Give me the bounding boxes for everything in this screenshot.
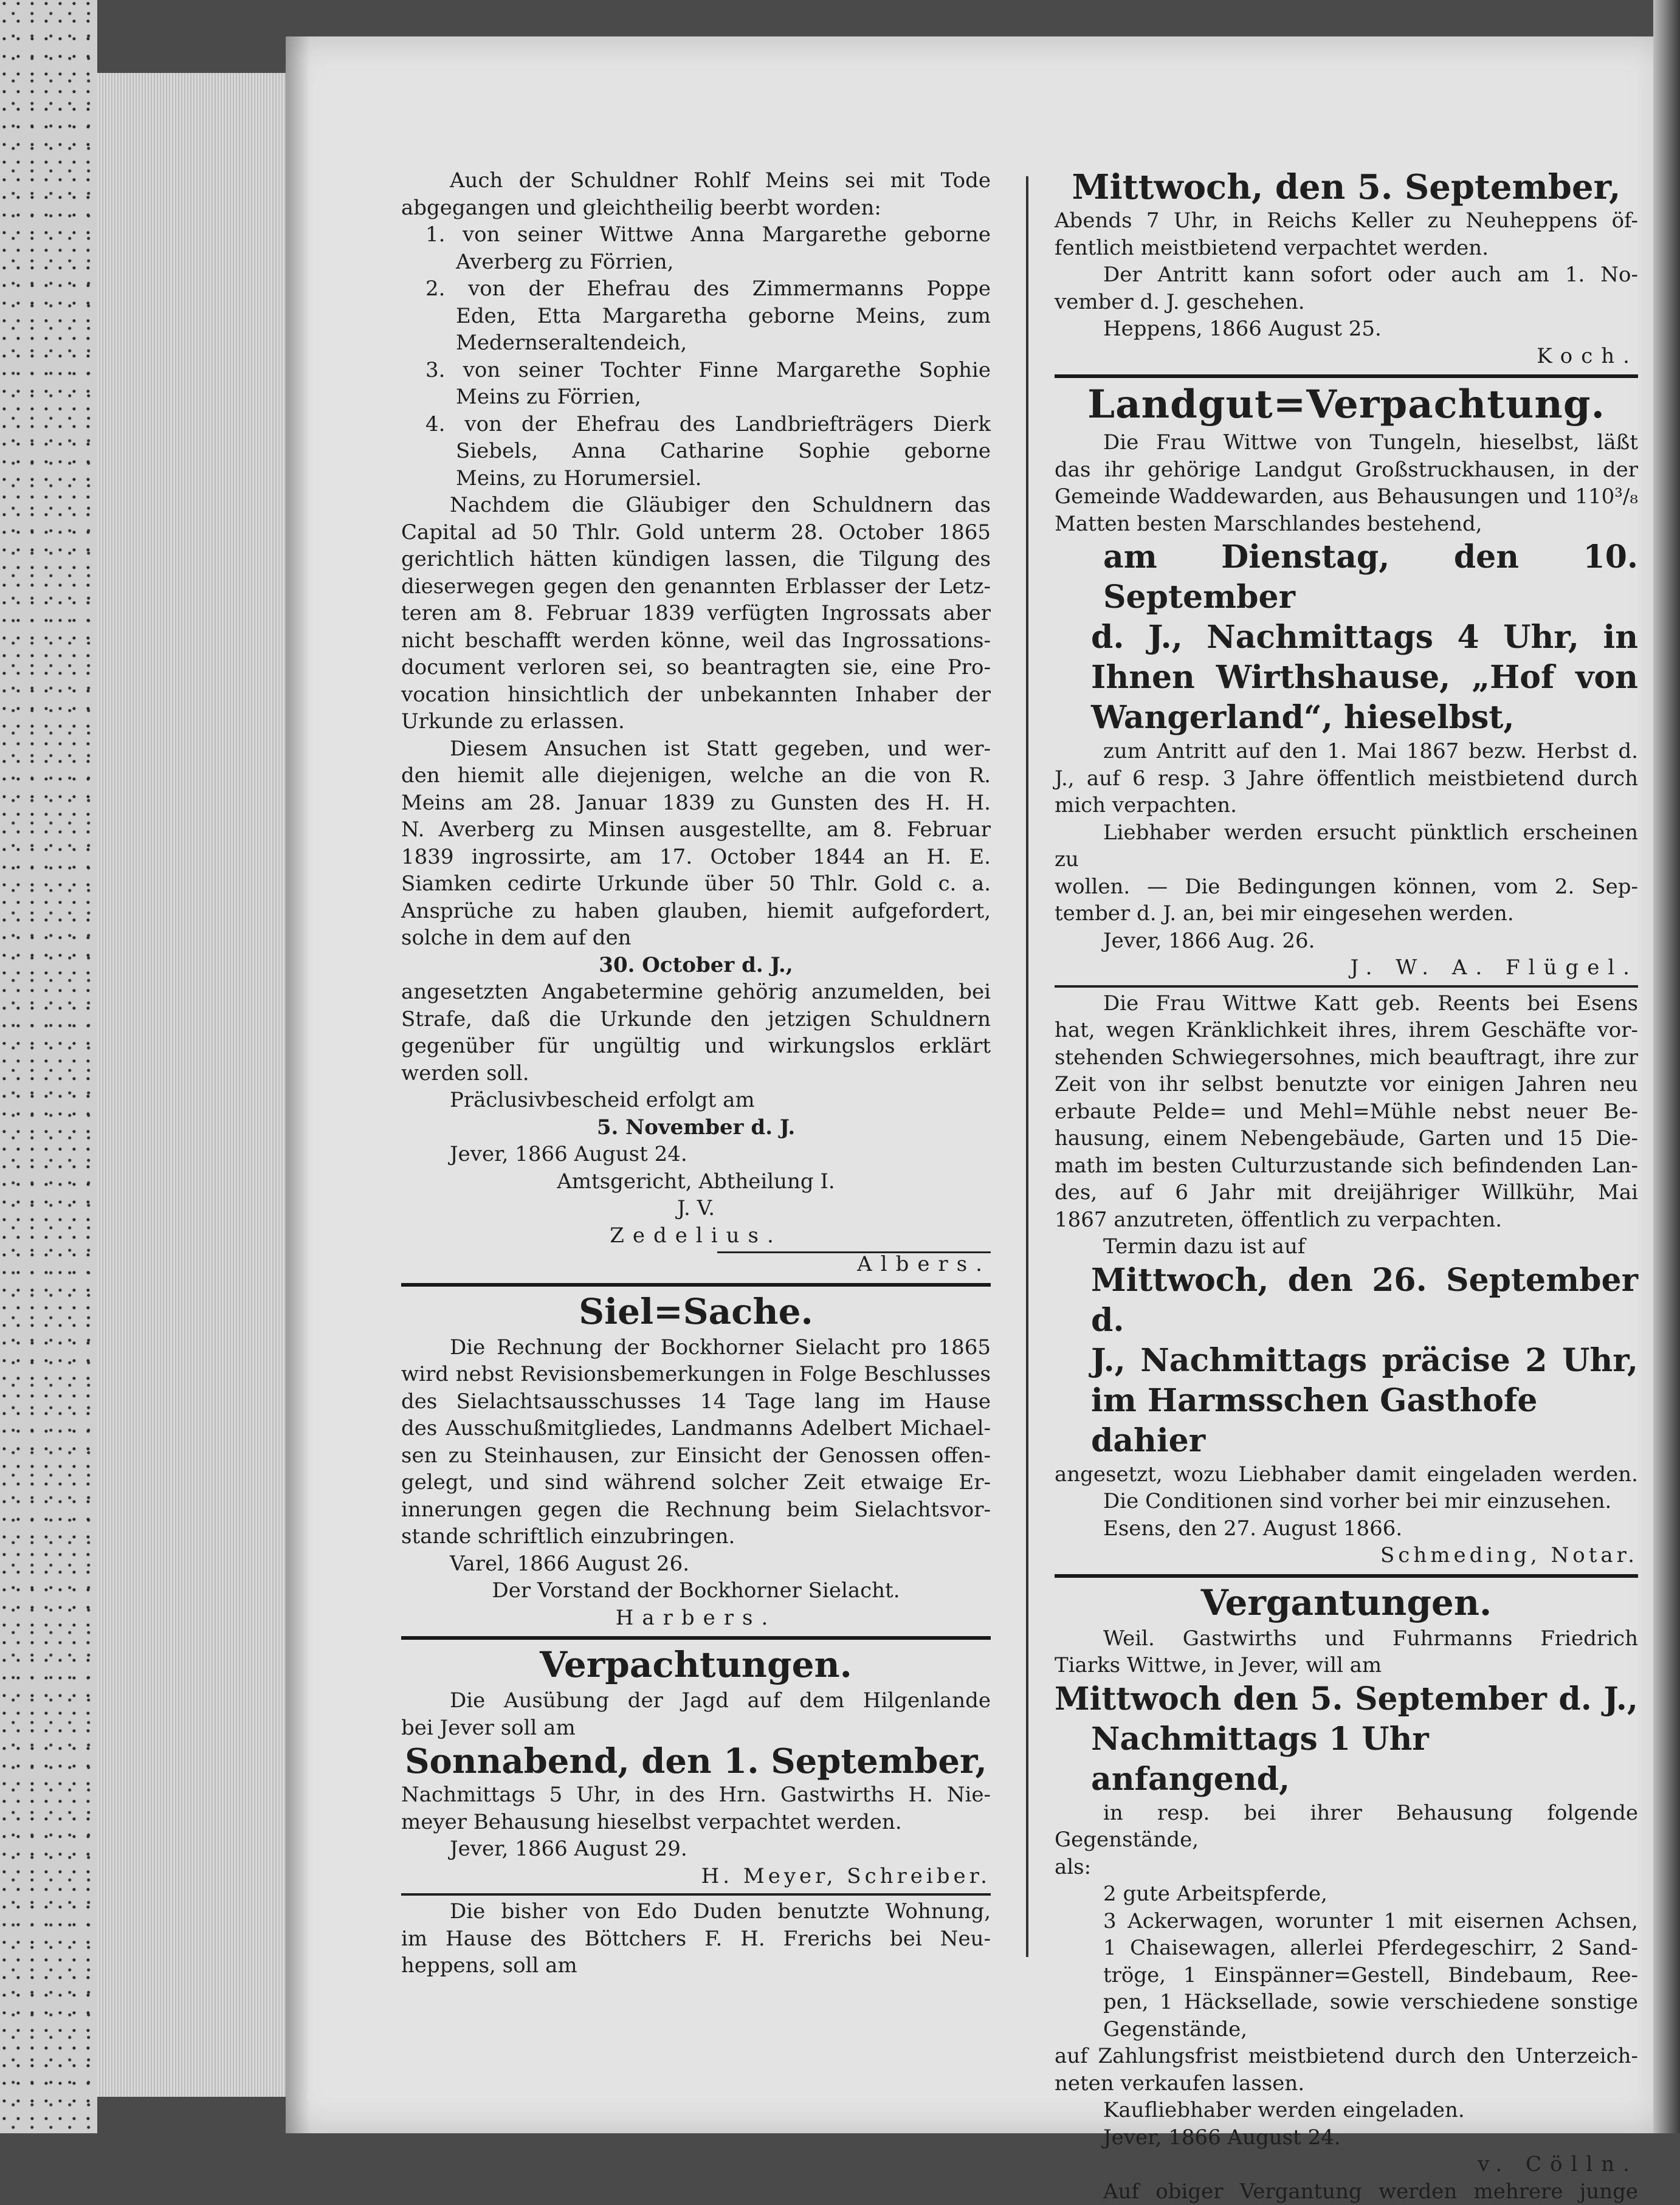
right-binding bbox=[1653, 0, 1680, 2133]
text-line: auf Zahlungsfrist meistbietend durch den Unterzeich- bbox=[1055, 2043, 1638, 2070]
court-iv: J. V. bbox=[401, 1195, 991, 1222]
section-heading: Verpachtungen. bbox=[401, 1642, 991, 1687]
text-line: Der Antritt kann sofort oder auch am 1. No- bbox=[1055, 261, 1638, 289]
heir-line: 3. von seiner Tochter Finne Margarethe Sophie bbox=[401, 357, 991, 384]
court-name: Amtsgericht, Abtheilung I. bbox=[401, 1168, 991, 1195]
text-line: Weil. Gastwirths und Fuhrmanns Friedrich bbox=[1055, 1625, 1638, 1653]
spine-shadow bbox=[286, 36, 310, 2133]
text-line: math im besten Culturzustande sich befindenden Lan- bbox=[1055, 1152, 1638, 1180]
text-line: Urkunde zu erlassen. bbox=[401, 708, 991, 735]
text-line: das ihr gehörige Landgut Großstruckhausen, in der bbox=[1055, 456, 1638, 484]
heir-line: 2. von der Ehefrau des Zimmermanns Poppe bbox=[401, 275, 991, 303]
text-line: heppens, soll am bbox=[401, 1952, 991, 1980]
text-line: Die Ausübung der Jagd auf dem Hilgenlande bbox=[401, 1687, 991, 1715]
text-line: tember d. J. an, bei mir eingesehen werden. bbox=[1055, 900, 1638, 927]
auction-date: Ihnen Wirthshause, „Hof von bbox=[1055, 658, 1638, 698]
text-line: innerungen gegen die Rechnung beim Sielachtsvor- bbox=[401, 1496, 991, 1524]
section-rule bbox=[1055, 1574, 1638, 1578]
place-date: Jever, 1866 August 24. bbox=[1055, 2124, 1638, 2152]
text-line: des Ausschußmitgliedes, Landmanns Adelbert Michael- bbox=[401, 1415, 991, 1442]
text-line: fentlich meistbietend verpachtet werden. bbox=[1055, 235, 1638, 262]
heir-line: Eden, Etta Margaretha geborne Meins, zum bbox=[401, 303, 991, 330]
text-line: stande schriftlich einzubringen. bbox=[401, 1523, 991, 1550]
text-line: N. Averberg zu Minsen ausgestellte, am 8. Februar bbox=[401, 816, 991, 844]
text-line: Die Conditionen sind vorher bei mir einzusehen. bbox=[1055, 1488, 1638, 1515]
signature: Koch. bbox=[1055, 343, 1638, 370]
section-rule bbox=[1055, 374, 1638, 378]
notice-siel bbox=[401, 1289, 991, 1632]
text-line: Termin dazu ist auf bbox=[1055, 1233, 1638, 1261]
auction-date: Wangerland“, hieselbst, bbox=[1055, 698, 1638, 738]
text-line: gelegt, und sind während solcher Zeit etwaige Er- bbox=[401, 1469, 991, 1496]
auction-date: d. J., Nachmittags 4 Uhr, in bbox=[1055, 617, 1638, 658]
notice-meins bbox=[401, 167, 991, 1278]
list-item: pen, 1 Häcksellade, sowie verschiedene sonstige bbox=[1055, 1989, 1638, 2016]
list-item: 3 Ackerwagen, worunter 1 mit eisernen Achsen, bbox=[1055, 1908, 1638, 1935]
section-rule bbox=[401, 1893, 991, 1896]
deadline-date: 30. October d. J., bbox=[401, 952, 991, 979]
text-line: gegenüber für ungültig und wirkungslos erklärt bbox=[401, 1033, 991, 1060]
text-line: Auf obiger Vergantung werden mehrere junge bbox=[1055, 2178, 1638, 2205]
text-line: des Sielachtsausschusses 14 Tage lang im Hause bbox=[401, 1388, 991, 1416]
section-heading: Vergantungen. bbox=[1055, 1580, 1638, 1625]
auction-date: Nachmittags 1 Uhr anfangend, bbox=[1055, 1719, 1638, 1800]
heir-line: 4. von der Ehefrau des Landbriefträgers Dierk bbox=[401, 411, 991, 438]
text-line: 1867 anzutreten, öffentlich zu verpachten. bbox=[1055, 1206, 1638, 1234]
auction-date: im Harmsschen Gasthofe dahier bbox=[1055, 1381, 1638, 1461]
text-line: Auch der Schuldner Rohlf Meins sei mit Tode bbox=[401, 167, 991, 194]
list-item: 2 gute Arbeitspferde, bbox=[1055, 1880, 1638, 1908]
text-line: J., auf 6 resp. 3 Jahre öffentlich meistbietend durch bbox=[1055, 765, 1638, 793]
text-line: Nachdem die Gläubiger den Schuldnern das bbox=[401, 492, 991, 519]
text-line: solche in dem auf den bbox=[401, 924, 991, 952]
text-line: Die bisher von Edo Duden benutzte Wohnung, bbox=[401, 1898, 991, 1925]
signature: Harbers. bbox=[401, 1605, 991, 1632]
notice-wohnung bbox=[401, 1898, 991, 1980]
notice-wohnung-cont bbox=[1055, 167, 1638, 370]
section-rule bbox=[1055, 985, 1638, 988]
signature: v. Cölln. bbox=[1055, 2151, 1638, 2178]
book-edge bbox=[0, 0, 97, 2133]
text-line: des, auf 6 Jahr mit dreijähriger Willkühr, Mai bbox=[1055, 1179, 1638, 1206]
place-date: Heppens, 1866 August 25. bbox=[1055, 315, 1638, 343]
column-divider bbox=[1026, 176, 1028, 1957]
auction-date: J., Nachmittags präcise 2 Uhr, bbox=[1055, 1341, 1638, 1381]
text-line: zum Antritt auf den 1. Mai 1867 bezw. Herbst d. bbox=[1055, 738, 1638, 765]
place-date: Varel, 1866 August 26. bbox=[401, 1550, 991, 1578]
heir-line: Averberg zu Förrien, bbox=[401, 249, 991, 276]
text-line: document verloren sei, so beantragten sie, eine Pro- bbox=[401, 654, 991, 681]
heir-line: Medernseraltendeich, bbox=[401, 329, 991, 357]
text-line: sen zu Steinhausen, zur Einsicht der Genossen offen- bbox=[401, 1442, 991, 1470]
text-line: abgegangen und gleichtheilig beerbt worden: bbox=[401, 194, 991, 222]
list-item: tröge, 1 Einspänner=Gestell, Bindebaum, Ree- bbox=[1055, 1962, 1638, 1989]
text-line: Diesem Ansuchen ist Statt gegeben, und wer- bbox=[401, 735, 991, 763]
list-item: 1 Chaisewagen, allerlei Pferdegeschirr, 2 Sand- bbox=[1055, 1935, 1638, 1962]
signature: Zedelius. bbox=[401, 1222, 991, 1250]
text-line: Kaufliebhaber werden eingeladen. bbox=[1055, 2097, 1638, 2124]
text-line: angesetzten Angabetermine gehörig anzumelden, bei bbox=[401, 979, 991, 1006]
board-name: Der Vorstand der Bockhorner Sielacht. bbox=[401, 1577, 991, 1605]
text-line: Die Frau Wittwe Katt geb. Reents bei Esens bbox=[1055, 990, 1638, 1017]
text-line: teren am 8. Februar 1839 verfügten Ingrossats aber bbox=[401, 600, 991, 627]
signature: Schmeding, Notar. bbox=[1055, 1542, 1638, 1569]
heir-line: Meins, zu Horumersiel. bbox=[401, 465, 991, 492]
text-line: Liebhaber werden ersucht pünktlich erscheinen zu bbox=[1055, 819, 1638, 873]
text-line: Siamken cedirte Urkunde über 50 Thlr. Gold c. a. bbox=[401, 870, 991, 898]
auction-date: Mittwoch, den 26. September d. bbox=[1055, 1261, 1638, 1341]
text-line: vocation hinsichtlich der unbekannten Inhaber der bbox=[401, 681, 991, 709]
text-line: Die Frau Wittwe von Tungeln, hieselbst, läßt bbox=[1055, 429, 1638, 456]
text-line: Capital ad 50 Thlr. Gold unterm 28. October 1865 bbox=[401, 519, 991, 546]
notice-vergantungen bbox=[1055, 1580, 1638, 2205]
notice-verpachtungen bbox=[401, 1642, 991, 1890]
place-date: Jever, 1866 August 29. bbox=[401, 1835, 991, 1863]
notice-katt bbox=[1055, 990, 1638, 1569]
text-line: Präclusivbescheid erfolgt am bbox=[401, 1087, 991, 1114]
text-line: gerichtlich hätten kündigen lassen, die Tilgung des bbox=[401, 546, 991, 573]
text-line: wollen. — Die Bedingungen können, vom 2. Sep- bbox=[1055, 873, 1638, 901]
text-line: Nachmittags 5 Uhr, in des Hrn. Gastwirths H. Nie- bbox=[401, 1781, 991, 1809]
text-line: im Hause des Böttchers F. H. Frerichs bei Neu- bbox=[401, 1925, 991, 1953]
text-line: bei Jever soll am bbox=[401, 1715, 991, 1742]
text-line: meyer Behausung hieselbst verpachtet werden. bbox=[401, 1809, 991, 1836]
text-line: in resp. bei ihrer Behausung folgende Gegenstände, bbox=[1055, 1800, 1638, 1854]
text-line: den hiemit alle diejenigen, welche an die von R. bbox=[401, 762, 991, 789]
list-item: Gegenstände, bbox=[1055, 2016, 1638, 2043]
section-heading: Siel=Sache. bbox=[401, 1289, 991, 1334]
text-line: hausung, einem Nebengebäude, Garten und 15 Die- bbox=[1055, 1125, 1638, 1152]
text-line: wird nebst Revisionsbemerkungen in Folge Beschlusses bbox=[401, 1361, 991, 1388]
auction-date: Mittwoch den 5. September d. J., bbox=[1055, 1679, 1638, 1719]
text-line: erbaute Pelde= und Mehl=Mühle nebst neuer Be- bbox=[1055, 1098, 1638, 1126]
auction-date: Sonnabend, den 1. September, bbox=[401, 1741, 991, 1781]
text-line: stehenden Schwiegersohnes, mich beauftragt, ihre zur bbox=[1055, 1044, 1638, 1072]
auction-date: Mittwoch, den 5. September, bbox=[1055, 167, 1638, 207]
text-line: werden soll. bbox=[401, 1060, 991, 1087]
text-line: Gemeinde Waddewarden, aus Behausungen und 110³/₈ bbox=[1055, 483, 1638, 511]
page-stack bbox=[97, 73, 298, 2097]
text-line: dieserwegen gegen den genannten Erblasser der Letz- bbox=[401, 573, 991, 600]
text-line: Matten besten Marschlandes bestehend, bbox=[1055, 511, 1638, 538]
text-line: als: bbox=[1055, 1854, 1638, 1881]
text-line: Zeit von ihr selbst benutzte vor einigen Jahren neu bbox=[1055, 1071, 1638, 1098]
text-line: mich verpachten. bbox=[1055, 792, 1638, 819]
place-date: Jever, 1866 August 24. bbox=[401, 1141, 991, 1168]
text-line: Abends 7 Uhr, in Reichs Keller zu Neuheppens öf- bbox=[1055, 207, 1638, 235]
text-line: angesetzt, wozu Liebhaber damit eingeladen werden. bbox=[1055, 1461, 1638, 1488]
text-line: Ansprüche zu haben glauben, hiemit aufgefordert, bbox=[401, 898, 991, 925]
text-line: neten verkaufen lassen. bbox=[1055, 2070, 1638, 2097]
right-column bbox=[1055, 167, 1638, 2205]
text-line: Tiarks Wittwe, in Jever, will am bbox=[1055, 1652, 1638, 1679]
text-line: Die Rechnung der Bockhorner Sielacht pro 1865 bbox=[401, 1334, 991, 1361]
notice-landgut bbox=[1055, 380, 1638, 982]
heir-line: Siebels, Anna Catharine Sophie geborne bbox=[401, 438, 991, 465]
left-column bbox=[401, 167, 991, 1980]
heir-line: Meins zu Förrien, bbox=[401, 384, 991, 411]
signature: Albers. bbox=[401, 1251, 991, 1278]
signature: H. Meyer, Schreiber. bbox=[401, 1863, 991, 1890]
signature: J. W. A. Flügel. bbox=[1055, 954, 1638, 982]
place-date: Jever, 1866 Aug. 26. bbox=[1055, 927, 1638, 955]
text-line: Meins am 28. Januar 1839 zu Gunsten des H. H. bbox=[401, 789, 991, 817]
section-rule bbox=[401, 1636, 991, 1640]
heir-line: 1. von seiner Wittwe Anna Margarethe geborne bbox=[401, 221, 991, 249]
text-line: hat, wegen Kränklichkeit ihres, ihrem Geschäfte vor- bbox=[1055, 1017, 1638, 1044]
text-line: nicht beschafft werden könne, weil das Ingrossations- bbox=[401, 627, 991, 655]
text-line: 1839 ingrossirte, am 17. October 1844 an H. E. bbox=[401, 844, 991, 871]
section-heading: Landgut=Verpachtung. bbox=[1055, 380, 1638, 429]
auction-date: am Dienstag, den 10. September bbox=[1055, 537, 1638, 617]
text-line: vember d. J. geschehen. bbox=[1055, 289, 1638, 316]
place-date: Esens, den 27. August 1866. bbox=[1055, 1515, 1638, 1543]
section-rule bbox=[401, 1283, 991, 1287]
praeclusiv-date: 5. November d. J. bbox=[401, 1114, 991, 1141]
text-line: Strafe, daß die Urkunde den jetzigen Schuldnern bbox=[401, 1006, 991, 1033]
